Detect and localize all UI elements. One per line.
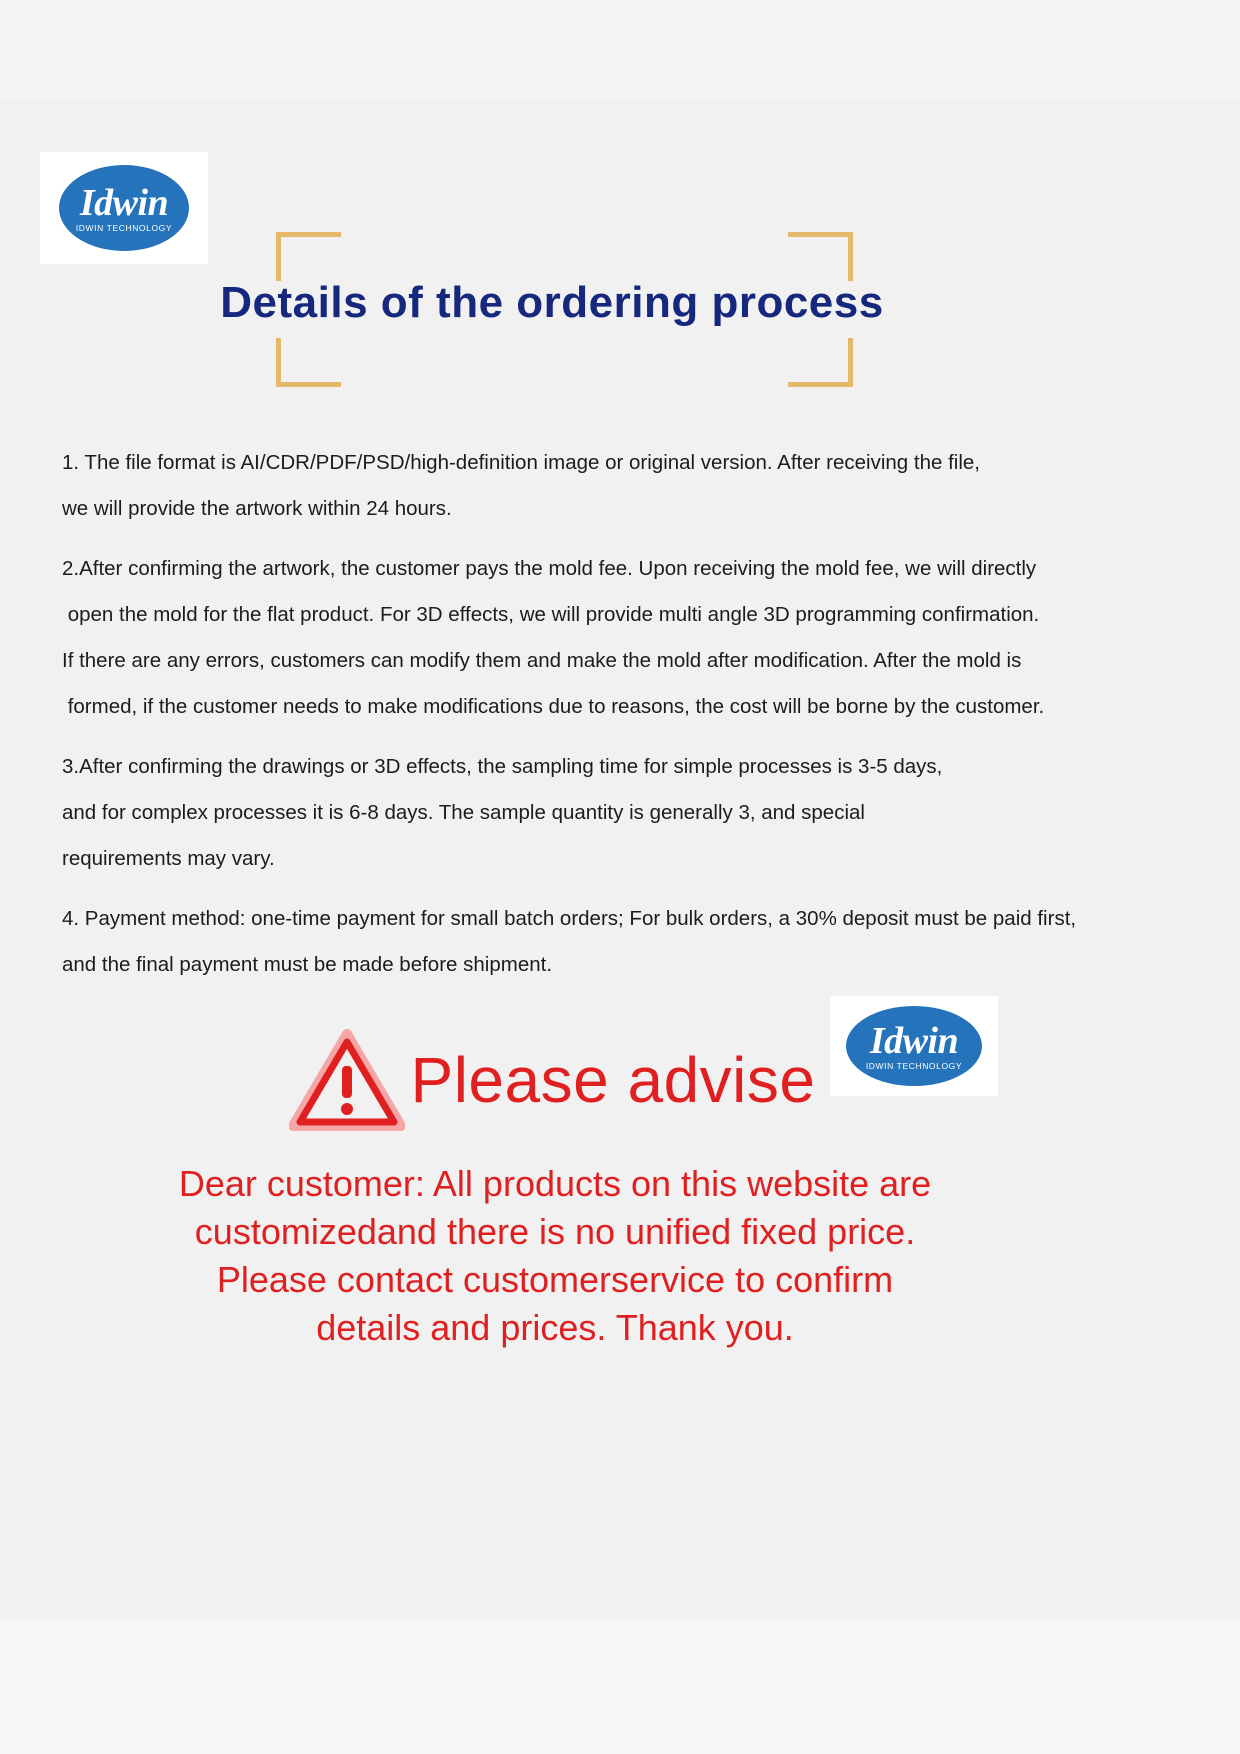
corner-bracket-top-right-icon <box>788 232 853 281</box>
page-title: Details of the ordering process <box>220 278 884 327</box>
step-paragraph-2 <box>62 546 1072 730</box>
step-1-line-1: 1. The file format is AI/CDR/PDF/PSD/high-definition image or original version. After receiving the file, <box>62 451 980 474</box>
logo-ellipse <box>59 165 189 251</box>
brand-logo-top <box>40 152 208 264</box>
step-paragraph-1 <box>62 440 1072 532</box>
notice-line-4: details and prices. Thank you. <box>316 1307 794 1348</box>
notice-line-3: Please contact customerservice to confirm <box>216 1259 894 1300</box>
advise-heading: Please advise <box>410 1044 816 1116</box>
customer-notice <box>90 1160 1020 1352</box>
step-3-line-3: requirements may vary. <box>62 847 275 870</box>
bottom-background-strip <box>0 1620 1240 1754</box>
logo-wordmark-bottom: Idwin <box>869 1019 959 1062</box>
step-2-line-3: If there are any errors, customers can modify them and make the mold after modification. After the mold is <box>62 649 1022 672</box>
top-background-strip <box>0 0 1240 98</box>
corner-bracket-bottom-right-icon <box>788 338 853 387</box>
warning-triangle-icon <box>289 1028 405 1132</box>
step-3-line-1: 3.After confirming the drawings or 3D effects, the sampling time for simple processes is 3-5 days, <box>62 755 943 778</box>
step-paragraph-4 <box>62 896 1077 988</box>
ordering-process-steps <box>62 440 1077 1002</box>
step-3-line-2: and for complex processes it is 6-8 days. The sample quantity is generally 3, and special <box>62 801 865 824</box>
step-4-line-2: and the final payment must be made before shipment. <box>62 953 553 976</box>
step-1-line-2: we will provide the artwork within 24 hours. <box>62 497 452 520</box>
corner-bracket-bottom-left-icon <box>276 338 341 387</box>
step-4-line-1: 4. Payment method: one-time payment for small batch orders; For bulk orders, a 30% deposit must be paid first, <box>62 907 1077 930</box>
logo-subtitle: IDWIN TECHNOLOGY <box>75 222 173 233</box>
step-paragraph-3 <box>62 744 1072 882</box>
notice-line-1: Dear customer: All products on this website are <box>178 1163 932 1204</box>
logo-wordmark: Idwin <box>79 181 169 224</box>
step-2-line-4: formed, if the customer needs to make modifications due to reasons, the cost will be borne by the customer. <box>62 695 1045 718</box>
logo-subtitle-bottom: IDWIN TECHNOLOGY <box>865 1060 963 1071</box>
advise-heading-row <box>0 1028 1104 1132</box>
corner-bracket-top-left-icon <box>276 232 341 281</box>
step-2-line-1: 2.After confirming the artwork, the customer pays the mold fee. Upon receiving the mold fee, we will directly <box>62 557 1037 580</box>
step-2-line-2: open the mold for the flat product. For 3D effects, we will provide multi angle 3D programming confirmation. <box>62 603 1040 626</box>
notice-line-2: customizedand there is no unified fixed price. <box>194 1211 916 1252</box>
